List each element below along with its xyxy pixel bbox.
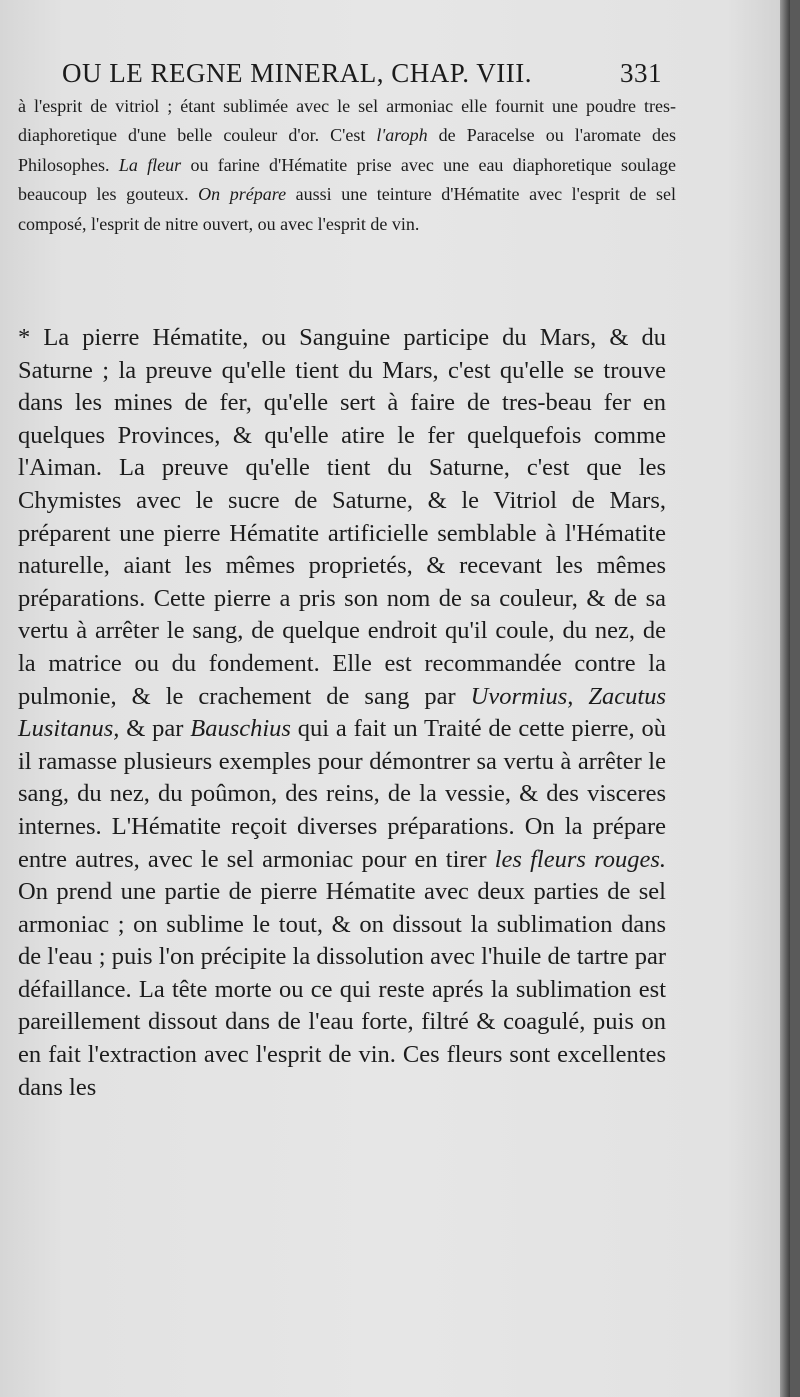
main-paragraph xyxy=(18,322,666,1104)
main-text-4: On prend une partie de pierre Hématite avec deux parties de sel armoniac ; on sublime le tout, & on dissout la sublimation dans de l'eau ; puis l'on précipite la dissolution avec l'huile de tartre par défaillance. La tête morte ou ce qui reste aprés la sublimation est pareillement dissout dans de l'eau forte, filtré & coagulé, puis on en fait l'extraction avec l'esprit de vin. Ces fleurs sont excellentes dans les xyxy=(18,878,666,1101)
main-text-2: & par xyxy=(119,715,191,743)
main-text-3: qui a fait un Traité de cette pierre, où il ramasse plusieurs exemples pour démontrer sa vertu à arrêter le sang, du nez, du poûmon, des reins, de la vessie, & des visceres internes. L'Hématite reçoit diverses préparations. On la prépare entre autres, avec le sel armoniac pour en tirer xyxy=(18,715,666,873)
note-italic-aroph: l'aroph xyxy=(376,125,428,146)
main-italic-fleurs-rouges: les fleurs rouges. xyxy=(494,845,666,873)
page-edge-shadow xyxy=(780,0,790,1397)
note-text-1: à l'esprit de vitriol ; étant sublimée avec le sel armoniac elle fournit une poudre tres-diaphoretique d'une belle couleur d'or. C'est xyxy=(18,96,676,146)
note-text-2: de Paracelse ou l'aromate des Philosophes. xyxy=(18,125,676,175)
main-italic-bauschius: Bauschius xyxy=(190,715,291,743)
note-text-3: ou farine d'Hématite prise avec une eau diaphoretique soulage beaucoup les gouteux. xyxy=(18,154,676,205)
note-text-4: aussi une teinture d'Hématite avec l'esprit de sel composé, l'esprit de nitre ouvert, ou avec l'esprit de vin. xyxy=(18,184,676,234)
note-italic-fleur: La fleur xyxy=(118,154,182,175)
page-number: 331 xyxy=(620,58,662,88)
running-title: OU LE REGNE MINERAL, CHAP. VIII. xyxy=(62,58,532,88)
main-italic-authors: Uvormius, Zacutus Lusitanus, xyxy=(18,682,666,743)
note-italic-prepare: On prépare xyxy=(198,184,287,205)
footnote-paragraph xyxy=(18,92,676,239)
running-header xyxy=(62,58,662,89)
main-text-1: * La pierre Hématite, ou Sanguine participe du Mars, & du Saturne ; la preuve qu'elle tient du Mars, c'est qu'elle se trouve dans les mines de fer, qu'elle sert à faire de tres-beau fer en quelques Provinces, & qu'elle atire le fer quelquefois comme l'Aiman. La preuve qu'elle tient du Saturne, c'est que les Chymistes avec le sucre de Saturne, & le Vitriol de Mars, préparent une pierre Hématite artificielle semblable à l'Hématite naturelle, aiant les mêmes proprietés, & recevant les mêmes préparations. Cette pierre a pris son nom de sa couleur, & de sa vertu à arrêter le sang, de quelque endroit qu'il coule, du nez, de la matrice ou du fondement. Elle est recommandée contre la pulmonie, & le crachement de sang par xyxy=(18,324,666,710)
